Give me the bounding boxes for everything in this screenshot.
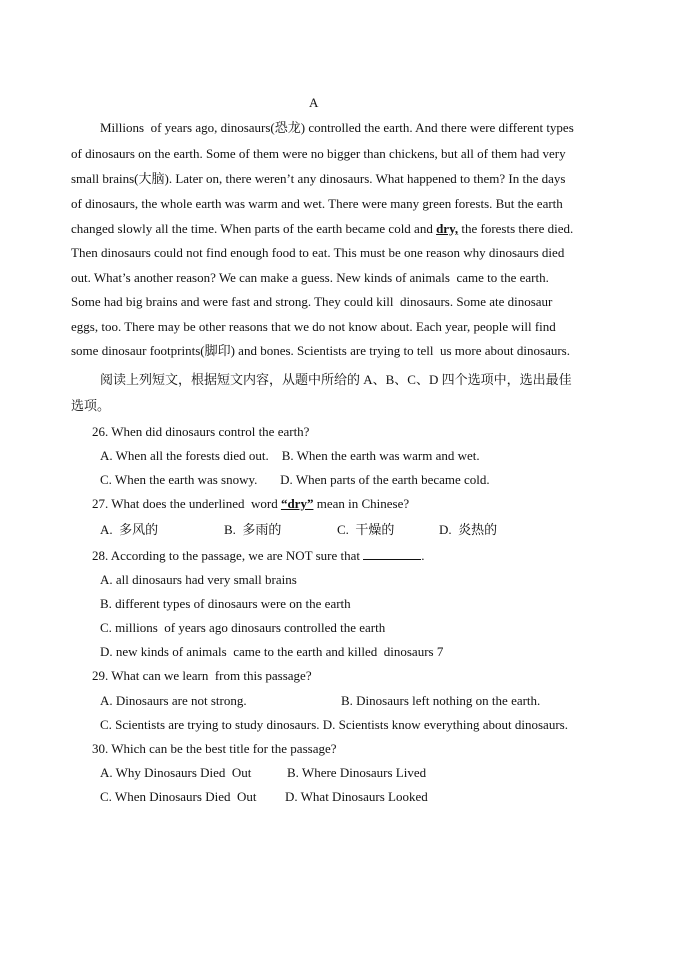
passage-line: Then dinosaurs could not find enough food to eat. This must be one reason why dinosaurs died: [71, 245, 565, 260]
option-d: D. new kinds of animals came to the earth and killed dinosaurs 7: [100, 644, 444, 659]
passage-line: eggs, too. There may be other reasons that we do not know about. Each year, people will find: [71, 319, 556, 334]
instruction-line: 选项。: [71, 398, 111, 413]
passage-line: some dinosaur footprints(脚印) and bones. Scientists are trying to tell us more about dinosaurs.: [71, 343, 570, 358]
question-stem: [92, 496, 409, 512]
option-a: A. Why Dinosaurs Died Out: [100, 765, 252, 780]
stem-text: 27. What does the underlined word: [92, 496, 281, 511]
passage-line: Millions of years ago, dinosaurs(恐龙) controlled the earth. And there were different types: [100, 120, 574, 135]
option-d: D. 炎热的: [439, 522, 498, 537]
instruction-line: 阅读上列短文，根据短文内容，从题中所给的 A、B、C、D 四个选项中，选出最佳: [100, 372, 572, 387]
question-stem: 30. Which can be the best title for the passage?: [92, 741, 337, 756]
passage-line: Some had big brains and were fast and strong. They could kill dinosaurs. Some ate dinosaur: [71, 294, 553, 309]
answer-blank: [363, 548, 421, 560]
question-stem: [92, 548, 425, 564]
option-b: B. Where Dinosaurs Lived: [287, 765, 427, 780]
option-d: D. What Dinosaurs Looked: [285, 789, 428, 804]
option-a: A. Dinosaurs are not strong.: [100, 693, 247, 708]
option-c: C. millions of years ago dinosaurs controlled the earth: [100, 620, 386, 635]
option-c: C. When Dinosaurs Died Out: [100, 789, 257, 804]
passage-text: changed slowly all the time. When parts of the earth became cold and: [71, 221, 437, 236]
option-b: B. 多雨的: [224, 522, 282, 537]
underlined-word: “dry”: [280, 496, 314, 511]
stem-text: 28. According to the passage, we are NOT sure that: [92, 548, 364, 563]
passage-text: the forests there died.: [458, 221, 574, 236]
option-row: C. When the earth was snowy. D. When parts of the earth became cold.: [100, 472, 490, 487]
passage-line: out. What’s another reason? We can make a guess. New kinds of animals came to the earth.: [71, 270, 549, 285]
option-a: A. 多风的: [100, 522, 159, 537]
question-stem: 26. When did dinosaurs control the earth?: [92, 424, 310, 439]
stem-text: mean in Chinese?: [313, 496, 410, 511]
option-b: B. Dinosaurs left nothing on the earth.: [341, 693, 541, 708]
passage-line: of dinosaurs, the whole earth was warm and wet. There were many green forests. But the earth: [71, 196, 563, 211]
option-a: A. all dinosaurs had very small brains: [100, 572, 297, 587]
underlined-word: dry,: [436, 221, 459, 236]
question-stem: 29. What can we learn from this passage?: [92, 668, 312, 683]
passage-line: of dinosaurs on the earth. Some of them were no bigger than chickens, but all of them had very: [71, 146, 566, 161]
passage-line: [71, 221, 573, 237]
option-c: C. 干燥的: [337, 522, 395, 537]
option-c-d: C. Scientists are trying to study dinosaurs. D. Scientists know everything about dinosaurs.: [100, 717, 568, 732]
passage-line: small brains(大脑). Later on, there weren’t any dinosaurs. What happened to them? In the days: [71, 171, 566, 186]
section-letter: A: [309, 95, 319, 110]
option-row: A. When all the forests died out. B. When the earth was warm and wet.: [100, 448, 480, 463]
period: .: [421, 548, 425, 563]
option-b: B. different types of dinosaurs were on the earth: [100, 596, 351, 611]
